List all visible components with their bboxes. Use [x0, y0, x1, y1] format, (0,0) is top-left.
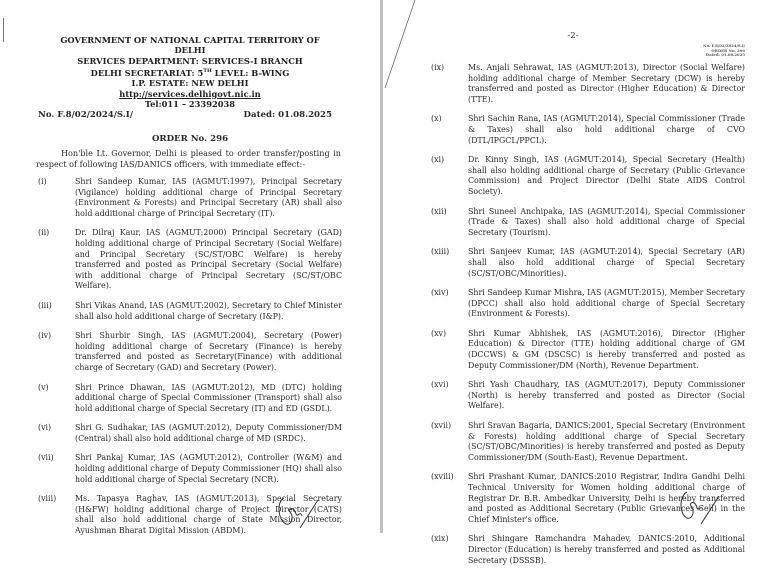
order-item: (viii) Ms. Tapasya Raghav, IAS (AGMUT:2013), Special Secretary (H&FW) holding additional charge of Project Director (CATS) shall also hold additional charge of State Mission Director, Ayushman Bharat Digital Mission (ABDM). [38, 494, 342, 536]
letterhead [60, 35, 320, 110]
order-item: (x) Shri Sachin Rana, IAS (AGMUT:2014), Special Commissioner (Trade & Taxes) shall also hold additional charge of CVO (DTL/IPGCL/PPCL). [431, 114, 745, 145]
reference-line [38, 110, 332, 120]
order-item: (v) Shri Prince Dhawan, IAS (AGMUT:2012), MD (DTC) holding additional charge of Special Commissioner (Transport) shall also hold additional charge of Special Secretary (IT) and ED (GSDL). [38, 382, 342, 413]
order-item: (ix) Ms. Anjali Sehrawat, IAS (AGMUT:2013), Director (Social Welfare) holding additional charge of Member Secretary (DCW) is hereby transferred and posted as Director (Higher Education) & Director (TTE). [431, 63, 745, 104]
order-date: Dated: 01.08.2025 [243, 110, 332, 120]
order-item: (xvii) Shri Sravan Bagaria, DANICS:2001, Special Secretary (Environment & Forests) holding additional charge of Special Secretary (SC/ST/OBC/Minorities) is hereby transferred and posted as Deputy Commissioner/DM (South-East), Revenue Department. [431, 421, 745, 462]
scan-mark [3, 18, 4, 42]
signature-initials [272, 488, 322, 533]
order-title: ORDER No. 296 [151, 134, 229, 144]
file-number: No. F.8/02/2024/S.I/ [38, 110, 133, 120]
order-item: (xii) Shri Suneel Anchipaka, IAS (AGMUT:2014), Special Commissioner (Trade & Taxes) shall also hold additional charge of Special Secretary (Tourism). [431, 206, 745, 237]
order-item: (iv) Shri Shurbir Singh, IAS (AGMUT:2004), Secretary (Power) holding additional charge of Secretary (Finance) is hereby transferred and posted as Secretary(Finance) with additional charge of Secretary (GAD) and Secretary (Power). [38, 331, 342, 372]
order-item: (xi) Dr. Kinny Singh, IAS (AGMUT:2014), Special Secretary (Health) shall also holding additional charge of Secretary (Public Grievance Commission) and Project Director (Delhi State AIDS Control Society). [431, 155, 745, 196]
order-item: (i) Shri Sandeep Kumar, IAS (AGMUT:1997), Principal Secretary (Vigilance) holding additional charge of Principal Secretary (Environment & Forests) and Principal Secretary (AR) shall also hold additional charge of Principal Secretary (IT). [38, 177, 342, 218]
order-item: (xviii) Shri Prashant Kumar, DANICS:2010 Registrar, Indira Gandhi Delhi Technical University for Women holding additional charge of Registrar Dr. B.R. Ambedkar University, Delhi is hereby transferred and posted as Additional Secretary (Public Grievances Cell) in the Chief Minister's office. [431, 472, 745, 524]
order-item: (vii) Shri Pankaj Kumar, IAS (AGMUT:2012), Controller (W&M) and holding additional charge of Deputy Commissioner (HQ) shall also hold additional charge of Special Secretary (NCR). [38, 453, 342, 484]
website-link[interactable]: http://services.delhigovt.nic.in [119, 88, 261, 99]
order-item: (xv) Shri Kumar Abhishek, IAS (AGMUT:2016), Director (Higher Education) & Director (TTE) holding additional charge of GM (DCCWS) & GM (DSCSC) is hereby transferred and posted as Deputy Commissioner/DM (North), Revenue Department. [431, 328, 745, 370]
order-intro: Hon'ble Lt. Governor, Delhi is pleased to order transfer/posting in respect of following IAS/DANICS officers, with immediate effect:- [36, 148, 341, 169]
order-item: (iii) Shri Vikas Anand, IAS (AGMUT:2002), Secretary to Chief Minister shall also hold additional charge of Secretary (I&P). [38, 300, 342, 321]
document-page-2 [383, 0, 763, 565]
page-number: -2- [567, 31, 579, 41]
order-item: (xvi) Shri Yash Chaudhary, IAS (AGMUT:2017), Deputy Commissioner (North) is hereby transferred and posted as Director (Social Welfare). [431, 380, 745, 411]
letterhead-line-dept: SERVICES DEPARTMENT: SERVICES-I BRANCH [77, 55, 303, 66]
telephone: Tel:011 – 23392038 [144, 99, 236, 110]
letterhead-line-estate: I.P. ESTATE: NEW DELHI [131, 78, 249, 89]
order-item: (ii) Dr. Dilraj Kaur, IAS (AGMUT:2000) Principal Secretary (GAD) holding additional charge of Principal Secretary (Social Welfare) and Principal Secretary (SC/ST/OBC Welfare) is hereby transferred and posted as Principal Secretary (Social Welfare) with additional charge of Principal Secretary (SC/ST/OBC Welfare). [38, 228, 342, 291]
order-item: (xix) Shri Shingare Ramchandra Mahadev, DANICS:2010, Additional Director (Education) is hereby transferred and posted as Additional Secretary (DSSSB). [431, 534, 745, 565]
letterhead-line-govt: GOVERNMENT OF NATIONAL CAPITAL TERRITORY OF DELHI [60, 35, 320, 56]
signature-initials [673, 484, 723, 529]
document-page-1 [0, 0, 380, 536]
mini-reference: No. F.8/02/2024/S.I/ ORDER No. 296 Dated: 01.08.2025 [703, 43, 745, 58]
order-item: (xiii) Shri Sanjeev Kumar, IAS (AGMUT:2014), Special Secretary (AR) shall also hold additional charge of Special Secretary (SC/ST/OBC/Minorities). [431, 247, 745, 278]
letterhead-line-address: DELHI SECRETARIAT: 5TH LEVEL: B-WING [90, 67, 290, 78]
order-item: (xiv) Shri Sandeep Kumar Mishra, IAS (AGMUT:2015), Member Secretary (DPCC) shall also hold additional charge of Special Secretary (Environment & Forests). [431, 288, 745, 319]
order-item: (vi) Shri G. Sudhakar, IAS (AGMUT:2012), Deputy Commissioner/DM (Central) shall also hold additional charge of MD (SRDC). [38, 423, 342, 443]
scan-edge-line [383, 0, 423, 90]
